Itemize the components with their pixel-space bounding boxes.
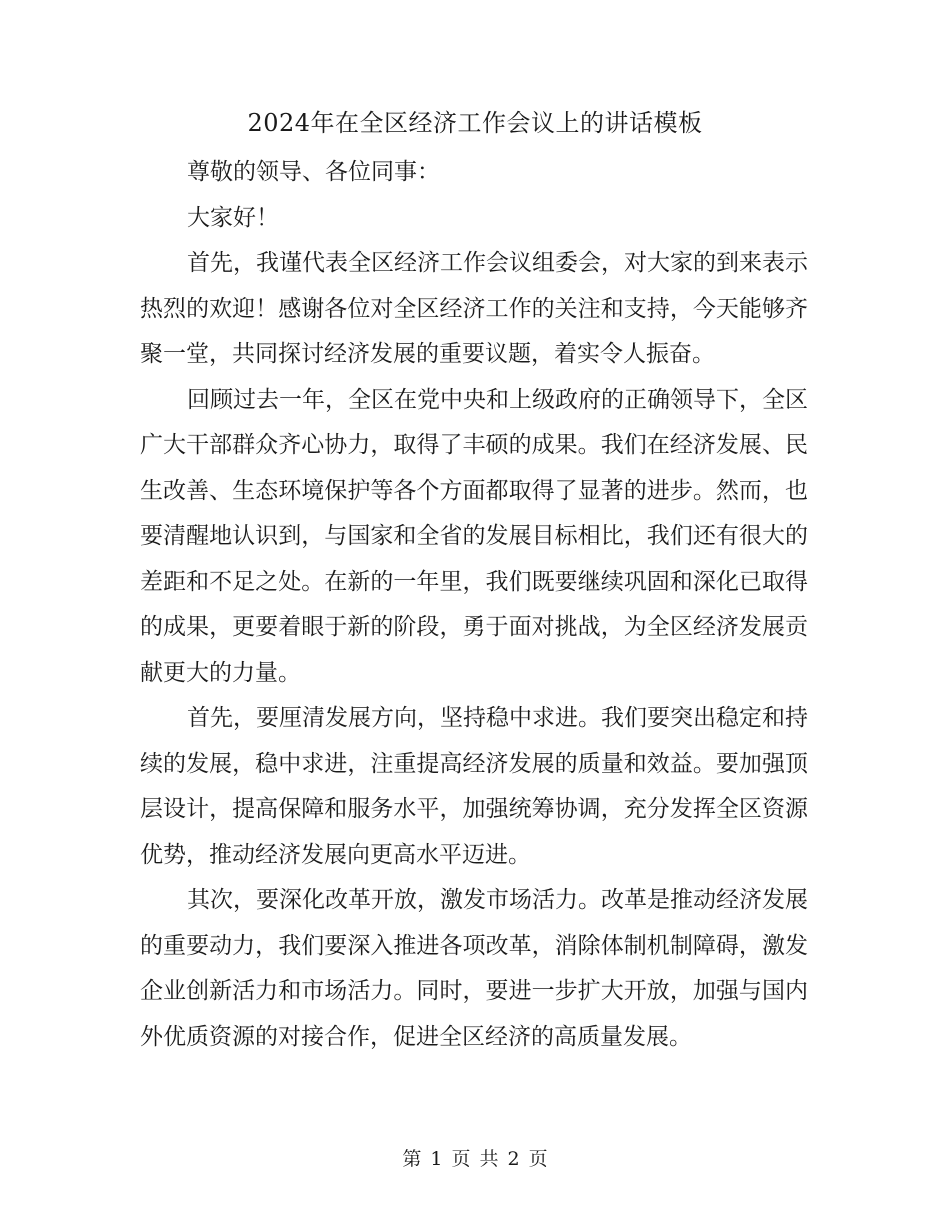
body-paragraph: 回顾过去一年，全区在党中央和上级政府的正确领导下，全区广大干部群众齐心协力，取得了丰硕的成果。我们在经济发展、民生改善、生态环境保护等各个方面都取得了显著的进步。然而，也要清醒地认识到，与国家和全省的发展目标相比，我们还有很大的差距和不足之处。在新的一年里，我们既要继续巩固和深化已取得的成果，更要着眼于新的阶段，勇于面对挑战，为全区经济发展贡献更大的力量。 bbox=[140, 386, 808, 686]
document-body bbox=[140, 150, 808, 1060]
salutation: 尊敬的领导、各位同事： bbox=[187, 159, 440, 185]
greeting: 大家好！ bbox=[187, 204, 279, 231]
body-paragraph: 首先，要厘清发展方向，坚持稳中求进。我们要突出稳定和持续的发展，稳中求进，注重提高经济发展的质量和效益。要加强顶层设计，提高保障和服务水平，加强统筹协调，充分发挥全区资源优势，推动经济发展向更高水平迈进。 bbox=[140, 705, 808, 868]
body-paragraph: 首先，我谨代表全区经济工作会议组委会，对大家的到来表示热烈的欢迎！感谢各位对全区经济工作的关注和支持，今天能够齐聚一堂，共同探讨经济发展的重要议题，着实令人振奋。 bbox=[140, 250, 808, 367]
body-paragraph: 其次，要深化改革开放，激发市场活力。改革是推动经济发展的重要动力，我们要深入推进各项改革，消除体制机制障碍，激发企业创新活力和市场活力。同时，要进一步扩大开放，加强与国内外优质资源的对接合作，促进全区经济的高质量发展。 bbox=[140, 887, 808, 1050]
document-title: 2024年在全区经济工作会议上的讲话模板 bbox=[247, 109, 703, 137]
page-number-footer: 第 1 页 共 2 页 bbox=[402, 1148, 548, 1170]
